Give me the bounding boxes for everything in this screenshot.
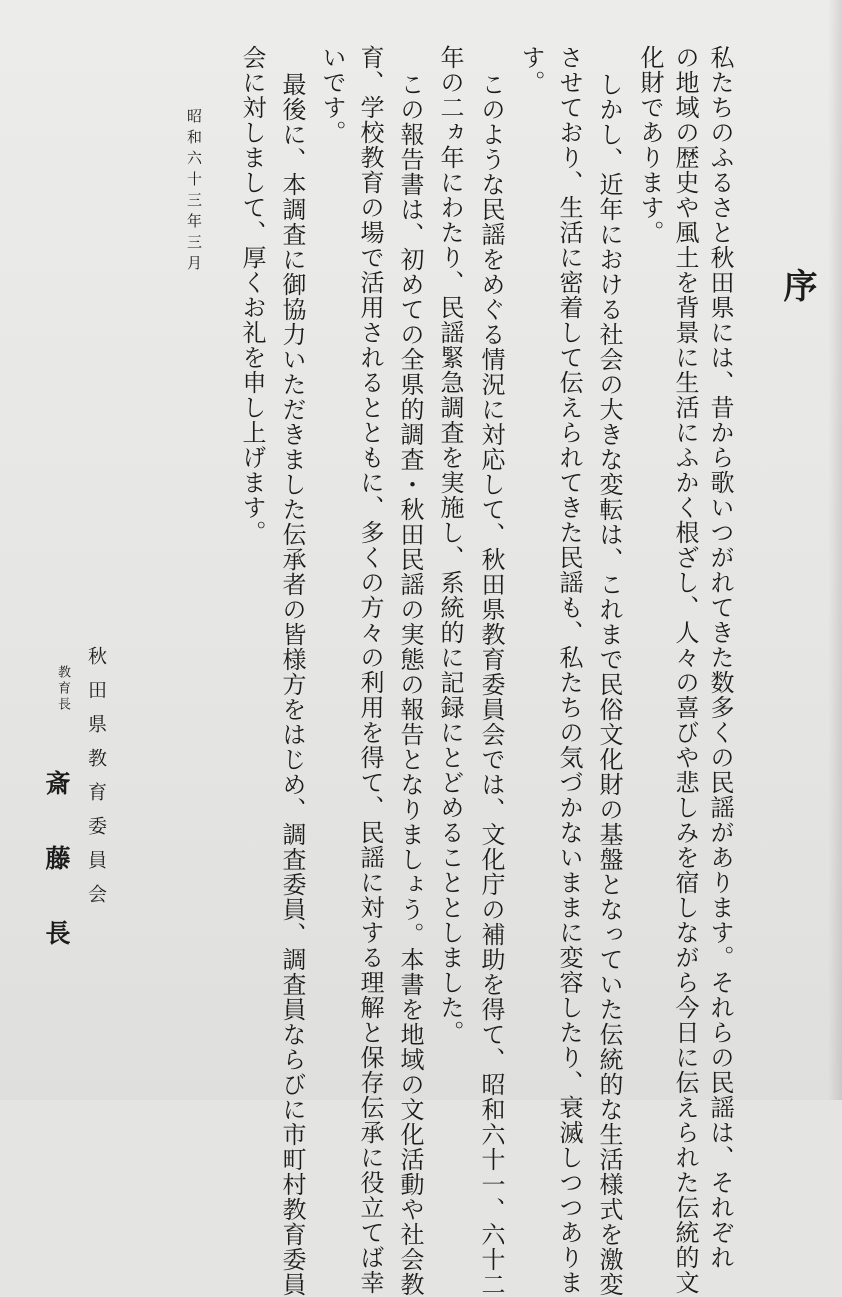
- body-column-11: いです。: [318, 45, 346, 145]
- body-column-4: しかし、近年における社会の大きな変転は、これまで民俗文化財の基盤となっていた伝統的な生活様式を激変: [595, 72, 623, 1297]
- body-column-1: 私たちのふるさと秋田県には、昔から歌いつがれてきた数多くの民謡があります。それらの民謡は、それぞれ: [706, 45, 734, 1270]
- body-column-3: 化財であります。: [636, 45, 664, 245]
- document-title: 序: [777, 268, 817, 302]
- body-column-10: 育、学校教育の場で活用されるとともに、多くの方々の利用を得て、民謡に対する理解と保存伝承に役立てば幸: [356, 45, 384, 1295]
- body-column-6: す。: [517, 45, 545, 95]
- signatory-name: 斎藤長: [42, 770, 71, 995]
- body-column-7: このような民謡をめぐる情況に対応して、秋田県教育委員会では、文化庁の補助を得て、昭和六十一、六十二: [477, 72, 505, 1297]
- page-edge-shadow: [828, 0, 842, 1100]
- body-column-12: 最後に、本調査に御協力いただきました伝承者の皆様方をはじめ、調査委員、調査員ならびに市町村教育委員: [278, 72, 306, 1297]
- body-column-5: させており、生活に密着して伝えられてきた民謡も、私たちの気づかないままに変容したり、衰滅しつつありま: [555, 45, 583, 1295]
- body-column-13: 会に対しまして、厚くお礼を申し上げます。: [238, 45, 266, 545]
- issuing-organization: 秋田県教育委員会: [85, 646, 107, 918]
- body-column-2: の地域の歴史や風土を背景に生活にふかく根ざし、人々の喜びや悲しみを宿しながら今日に伝えられた伝統的文: [671, 45, 699, 1295]
- signatory-role: 教育長: [55, 665, 70, 713]
- body-column-8: 年の二ヵ年にわたり、民謡緊急調査を実施し、系統的に記録にとどめることとしました。: [436, 45, 464, 1045]
- document-date: 昭和六十三年三月: [185, 108, 203, 276]
- body-column-9: この報告書は、初めての全県的調査・秋田民謡の実態の報告となりましょう。本書を地域の文化活動や社会教: [396, 72, 424, 1297]
